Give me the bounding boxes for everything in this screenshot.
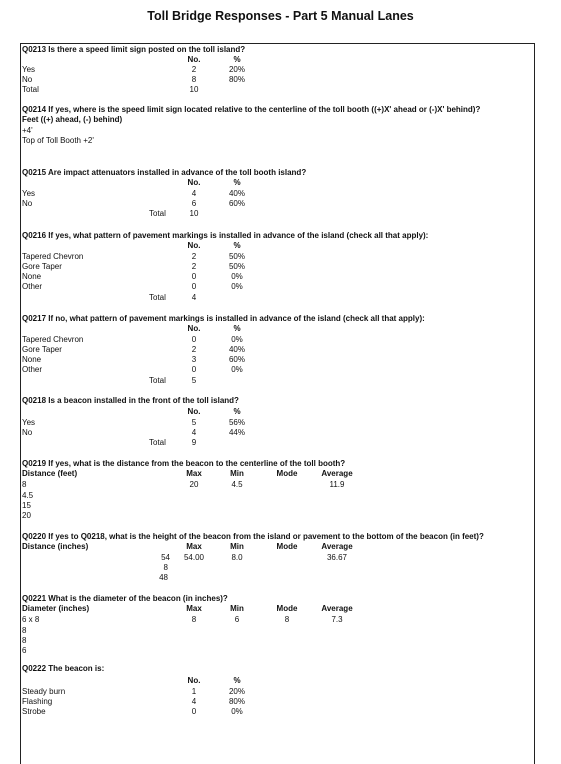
q0220-max-value: 54.00 xyxy=(183,553,205,562)
q0221-min-header: Min xyxy=(230,604,244,613)
q0216-row-label: None xyxy=(22,272,42,281)
q0221-max-value: 8 xyxy=(191,615,197,624)
q0219-value: 4.5 xyxy=(22,491,34,500)
q0216-row-label: Gore Taper xyxy=(22,262,62,271)
q0221-value: 8 xyxy=(22,626,27,635)
q0220-value: 54 xyxy=(161,553,170,562)
q0219-max-value: 20 xyxy=(189,480,199,489)
q0218-row-label: No xyxy=(22,428,33,437)
q0222-no-header: No. xyxy=(187,676,201,685)
q0215-row-pct: 40% xyxy=(228,189,245,198)
q0217-row-pct: 0% xyxy=(231,365,243,374)
q0214-answer: Top of Toll Booth +2' xyxy=(22,136,94,145)
q0222-row-no: 1 xyxy=(191,687,197,696)
q0220-question: Q0220 If yes to Q0218, what is the height of the beacon from the island or pavement to the bottom of the beacon (in feet)? xyxy=(22,532,484,541)
q0221-mode-header: Mode xyxy=(276,604,298,613)
q0217-row-no: 0 xyxy=(191,365,197,374)
q0219-value: 15 xyxy=(22,501,31,510)
q0220-avg-value: 36.67 xyxy=(326,553,348,562)
page-title: Toll Bridge Responses - Part 5 Manual Lanes xyxy=(147,9,414,23)
q0216-row-pct: 50% xyxy=(228,252,245,261)
q0221-max-header: Max xyxy=(186,604,202,613)
q0216-pct-header: % xyxy=(233,241,241,250)
q0221-min-value: 6 xyxy=(234,615,240,624)
q0218-row-pct: 56% xyxy=(228,418,245,427)
q0216-row-no: 0 xyxy=(191,272,197,281)
q0215-row-label: Yes xyxy=(22,189,36,198)
q0218-total-value: 9 xyxy=(191,438,197,447)
q0216-row-no: 0 xyxy=(191,282,197,291)
q0217-no-header: No. xyxy=(187,324,201,333)
q0217-row-label: Other xyxy=(22,365,43,374)
q0219-max-header: Max xyxy=(186,469,202,478)
q0215-question: Q0215 Are impact attenuators installed in advance of the toll booth island? xyxy=(22,168,307,177)
q0216-total-label: Total xyxy=(149,293,166,302)
q0213-row-pct: 20% xyxy=(228,65,245,74)
q0218-row-no: 4 xyxy=(191,428,197,437)
q0218-row-no: 5 xyxy=(191,418,197,427)
q0216-row-pct: 0% xyxy=(231,282,243,291)
q0219-subheader: Distance (feet) xyxy=(22,469,78,478)
q0221-avg-header: Average xyxy=(321,604,353,613)
q0219-min-header: Min xyxy=(230,469,244,478)
q0213-row-no: 8 xyxy=(191,75,197,84)
q0222-row-pct: 20% xyxy=(228,687,245,696)
q0216-no-header: No. xyxy=(187,241,201,250)
q0217-row-pct: 0% xyxy=(231,335,243,344)
q0217-row-label: None xyxy=(22,355,42,364)
q0221-mode-value: 8 xyxy=(284,615,290,624)
q0213-question: Q0213 Is there a speed limit sign posted on the toll island? xyxy=(22,45,246,54)
q0216-row-label: Tapered Chevron xyxy=(22,252,84,261)
q0213-no-header: No. xyxy=(187,55,201,64)
q0218-no-header: No. xyxy=(187,407,201,416)
q0220-value: 8 xyxy=(163,563,168,572)
q0222-row-pct: 80% xyxy=(228,697,245,706)
q0222-row-no: 4 xyxy=(191,697,197,706)
q0220-min-header: Min xyxy=(230,542,244,551)
q0222-row-label: Flashing xyxy=(22,697,53,706)
q0214-subheader: Feet ((+) ahead, (-) behind) xyxy=(22,115,123,124)
q0215-total-value: 10 xyxy=(189,209,199,218)
q0217-pct-header: % xyxy=(233,324,241,333)
q0215-total-label: Total xyxy=(149,209,166,218)
q0219-avg-value: 11.9 xyxy=(329,480,345,489)
q0216-row-no: 2 xyxy=(191,262,197,271)
q0219-mode-header: Mode xyxy=(276,469,298,478)
q0221-avg-value: 7.3 xyxy=(331,615,343,624)
q0216-question: Q0216 If yes, what pattern of pavement markings is installed in advance of the island (check all that apply): xyxy=(22,231,429,240)
q0221-value: 8 xyxy=(22,636,27,645)
q0217-row-no: 0 xyxy=(191,335,197,344)
q0222-row-label: Strobe xyxy=(22,707,46,716)
q0215-row-no: 4 xyxy=(191,189,197,198)
q0221-subheader: Diameter (inches) xyxy=(22,604,90,613)
q0219-min-value: 4.5 xyxy=(231,480,243,489)
q0221-value: 6 xyxy=(22,646,27,655)
q0217-row-pct: 40% xyxy=(228,345,245,354)
q0218-row-pct: 44% xyxy=(228,428,245,437)
q0215-row-pct: 60% xyxy=(228,199,245,208)
q0217-row-label: Tapered Chevron xyxy=(22,335,84,344)
q0219-value: 20 xyxy=(22,511,31,520)
q0216-total-value: 4 xyxy=(191,293,197,302)
q0215-pct-header: % xyxy=(233,178,241,187)
q0220-max-header: Max xyxy=(186,542,202,551)
q0220-subheader: Distance (inches) xyxy=(22,542,89,551)
q0222-pct-header: % xyxy=(233,676,241,685)
q0219-avg-header: Average xyxy=(321,469,353,478)
q0218-row-label: Yes xyxy=(22,418,36,427)
q0222-row-no: 0 xyxy=(191,707,197,716)
q0218-question: Q0218 Is a beacon installed in the front of the toll island? xyxy=(22,396,239,405)
q0222-row-pct: 0% xyxy=(231,707,243,716)
q0213-row-label: Total xyxy=(22,85,39,94)
q0221-value: 6 x 8 xyxy=(22,615,40,624)
q0220-avg-header: Average xyxy=(321,542,353,551)
q0213-row-no: 2 xyxy=(191,65,197,74)
q0215-no-header: No. xyxy=(187,178,201,187)
q0215-row-no: 6 xyxy=(191,199,197,208)
q0217-row-no: 2 xyxy=(191,345,197,354)
q0217-total-value: 5 xyxy=(191,376,197,385)
q0216-row-pct: 50% xyxy=(228,262,245,271)
q0217-row-pct: 60% xyxy=(228,355,245,364)
q0220-min-value: 8.0 xyxy=(231,553,243,562)
q0216-row-no: 2 xyxy=(191,252,197,261)
q0219-value: 8 xyxy=(22,480,27,489)
q0213-row-pct: 80% xyxy=(228,75,245,84)
q0213-pct-header: % xyxy=(233,55,241,64)
q0217-total-label: Total xyxy=(149,376,166,385)
q0217-row-no: 3 xyxy=(191,355,197,364)
q0214-question: Q0214 If yes, where is the speed limit sign located relative to the centerline of the toll booth ((+)X' ahead or (-)X' behind)? xyxy=(22,105,481,114)
q0213-row-label: Yes xyxy=(22,65,36,74)
q0220-value: 48 xyxy=(159,573,168,582)
q0214-answer: +4' xyxy=(22,126,33,135)
q0218-total-label: Total xyxy=(149,438,166,447)
q0219-question: Q0219 If yes, what is the distance from the beacon to the centerline of the toll booth? xyxy=(22,459,346,468)
q0216-row-label: Other xyxy=(22,282,43,291)
q0215-row-label: No xyxy=(22,199,33,208)
q0216-row-pct: 0% xyxy=(231,272,243,281)
q0217-question: Q0217 If no, what pattern of pavement markings is installed in advance of the island (check all that apply): xyxy=(22,314,425,323)
q0220-mode-header: Mode xyxy=(276,542,298,551)
q0218-pct-header: % xyxy=(233,407,241,416)
q0217-row-label: Gore Taper xyxy=(22,345,62,354)
q0222-row-label: Steady burn xyxy=(22,687,66,696)
q0213-row-label: No xyxy=(22,75,33,84)
q0221-question: Q0221 What is the diameter of the beacon (in inches)? xyxy=(22,594,228,603)
q0213-row-no: 10 xyxy=(189,85,199,94)
q0222-question: Q0222 The beacon is: xyxy=(22,664,105,673)
